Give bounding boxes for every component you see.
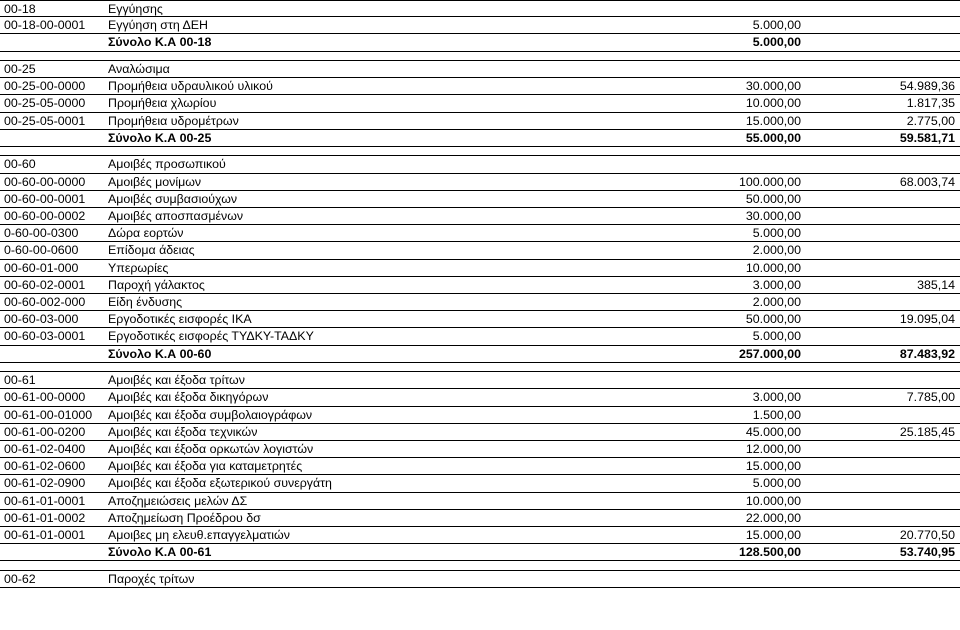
account-code: 00-60 [4, 157, 36, 172]
table-row [0, 527, 960, 544]
account-description: Εγγύηση στη ΔΕΗ [108, 18, 208, 33]
account-code: 00-61-00-0000 [4, 390, 86, 405]
account-description: Εγγύησης [108, 2, 163, 16]
spacer-row [0, 561, 960, 570]
account-description: Αμοιβές προσωπικού [108, 157, 226, 172]
table-row [0, 17, 960, 34]
account-code: 00-60-002-000 [4, 295, 86, 309]
table-row [0, 174, 960, 191]
table-row [0, 78, 960, 95]
actual-amount: 19.095,04 [899, 312, 955, 327]
budget-amount: 100.000,00 [738, 174, 801, 189]
budget-amount: 3.000,00 [752, 277, 801, 292]
account-description: Αμοιβές αποσπασμένων [108, 209, 244, 223]
budget-amount: 50.000,00 [745, 312, 801, 327]
budget-amount: 2.000,00 [752, 295, 801, 309]
budget-amount: 45.000,00 [745, 424, 801, 439]
table-row [0, 441, 960, 458]
budget-amount: 15.000,00 [745, 459, 801, 474]
account-code: 00-61-01-0002 [4, 510, 86, 525]
account-description: Αμοιβές και έξοδα τρίτων [108, 373, 245, 388]
account-code: 00-62 [4, 571, 36, 586]
table-row [0, 225, 960, 242]
account-code: 00-61-02-0400 [4, 442, 86, 456]
account-code: 00-60-00-0000 [4, 174, 86, 189]
budget-amount: 257.000,00 [738, 346, 801, 361]
budget-amount: 55.000,00 [745, 130, 801, 145]
table-row [0, 208, 960, 225]
budget-amount: 12.000,00 [745, 442, 801, 456]
account-description: Προμήθεια υδρομέτρων [108, 113, 239, 128]
account-description: Αμοιβές και έξοδα ορκωτών λογιστών [108, 442, 314, 456]
account-description: Αμοιβές και έξοδα για καταμετρητές [108, 459, 303, 474]
account-description: Υπερωρίες [108, 260, 169, 275]
table-row [0, 328, 960, 345]
account-description: Αμοιβες μη ελευθ.επαγγελματιών [108, 528, 290, 542]
budget-amount: 5.000,00 [752, 476, 801, 491]
actual-amount: 2.775,00 [906, 113, 955, 128]
actual-amount: 25.185,45 [899, 424, 955, 439]
budget-amount: 5.000,00 [752, 18, 801, 33]
account-description: Σύνολο Κ.Α 00-60 [108, 346, 212, 361]
account-description: Αμοιβές μονίμων [108, 174, 202, 189]
actual-amount: 20.770,50 [899, 528, 955, 542]
account-code: 00-25-05-0000 [4, 96, 86, 111]
budget-amount: 15.000,00 [745, 113, 801, 128]
budget-amount: 1.500,00 [752, 407, 801, 422]
spacer-row [0, 363, 960, 372]
table-row [0, 407, 960, 424]
table-row [0, 0, 960, 17]
total-row [0, 346, 960, 363]
account-description: Εργοδοτικές εισφορές ΤΥΔΚΥ-ΤΑΔΚΥ [108, 329, 314, 344]
table-row [0, 475, 960, 492]
account-code: 00-60-03-0001 [4, 329, 86, 344]
account-description: Επίδομα άδειας [108, 243, 195, 258]
budget-amount: 30.000,00 [745, 79, 801, 94]
actual-amount: 385,14 [917, 277, 955, 292]
actual-amount: 53.740,95 [899, 545, 955, 560]
account-code: 00-18 [4, 2, 36, 16]
account-code: 00-18-00-0001 [4, 18, 86, 33]
account-code: 00-61-00-01000 [4, 407, 93, 422]
account-description: Δώρα εορτών [108, 226, 184, 241]
account-description: Αμοιβές συμβασιούχων [108, 191, 238, 206]
account-code: 00-60-00-0001 [4, 191, 86, 206]
table-row [0, 458, 960, 475]
table-row [0, 113, 960, 130]
total-row [0, 130, 960, 147]
actual-amount: 54.989,36 [899, 79, 955, 94]
table-row [0, 242, 960, 259]
account-code: 00-60-00-0002 [4, 209, 86, 223]
table-row [0, 260, 960, 277]
budget-amount: 10.000,00 [745, 96, 801, 111]
table-row [0, 61, 960, 78]
spacer-row [0, 52, 960, 61]
account-code: 00-61-00-0200 [4, 424, 86, 439]
account-code: 00-61 [4, 373, 36, 388]
table-row [0, 424, 960, 441]
account-description: Σύνολο Κ.Α 00-18 [108, 35, 212, 50]
account-description: Αμοιβές και έξοδα δικηγόρων [108, 390, 269, 405]
account-code: 00-60-01-000 [4, 260, 79, 275]
account-description: Αποζημειώσεις μελών ΔΣ [108, 493, 248, 508]
table-row [0, 493, 960, 510]
account-description: Προμήθεια χλωρίου [108, 96, 217, 111]
budget-amount: 3.000,00 [752, 390, 801, 405]
account-code: 00-61-02-0600 [4, 459, 86, 474]
table-row [0, 191, 960, 208]
budget-amount: 5.000,00 [752, 35, 801, 50]
account-code: 00-60-03-000 [4, 312, 79, 327]
actual-amount: 59.581,71 [899, 130, 955, 145]
account-code: 00-25 [4, 62, 36, 76]
total-row [0, 34, 960, 51]
account-description: Παροχή γάλακτος [108, 277, 205, 292]
budget-amount: 10.000,00 [745, 493, 801, 508]
table-row [0, 311, 960, 328]
table-row [0, 510, 960, 527]
table-row [0, 372, 960, 389]
budget-amount: 5.000,00 [752, 329, 801, 344]
spacer-row [0, 147, 960, 156]
table-row [0, 156, 960, 173]
table-row [0, 95, 960, 112]
account-code: 00-61-01-0001 [4, 528, 86, 542]
actual-amount: 7.785,00 [906, 390, 955, 405]
account-description: Εργοδοτικές εισφορές ΙΚΑ [108, 312, 252, 327]
account-description: Αμοιβές και έξοδα τεχνικών [108, 424, 258, 439]
table-row [0, 277, 960, 294]
account-description: Αναλώσιμα [108, 62, 170, 76]
table-row [0, 571, 960, 588]
account-code: 00-25-05-0001 [4, 113, 86, 128]
budget-amount: 128.500,00 [738, 545, 801, 560]
account-code: 00-61-02-0900 [4, 476, 86, 491]
account-description: Αποζημείωση Προέδρου δσ [108, 510, 261, 525]
budget-amount: 22.000,00 [745, 510, 801, 525]
account-code: 00-61-01-0001 [4, 493, 86, 508]
account-code: 0-60-00-0300 [4, 226, 79, 241]
budget-amount: 30.000,00 [745, 209, 801, 223]
budget-amount: 5.000,00 [752, 226, 801, 241]
total-row [0, 544, 960, 561]
account-description: Αμοιβές και έξοδα συμβολαιογράφων [108, 407, 313, 422]
budget-amount: 15.000,00 [745, 528, 801, 542]
actual-amount: 1.817,35 [906, 96, 955, 111]
account-description: Προμήθεια υδραυλικού υλικού [108, 79, 273, 94]
budget-amount: 2.000,00 [752, 243, 801, 258]
account-description: Παροχές τρίτων [108, 571, 195, 586]
actual-amount: 68.003,74 [899, 174, 955, 189]
table-row [0, 294, 960, 311]
budget-amount: 10.000,00 [745, 260, 801, 275]
actual-amount: 87.483,92 [899, 346, 955, 361]
account-code: 00-25-00-0000 [4, 79, 86, 94]
account-code: 0-60-00-0600 [4, 243, 79, 258]
account-description: Σύνολο Κ.Α 00-61 [108, 545, 212, 560]
account-description: Αμοιβές και έξοδα εξωτερικού συνεργάτη [108, 476, 332, 491]
table-row [0, 389, 960, 406]
account-description: Σύνολο Κ.Α 00-25 [108, 130, 212, 145]
account-description: Είδη ένδυσης [108, 295, 183, 309]
budget-amount: 50.000,00 [745, 191, 801, 206]
account-code: 00-60-02-0001 [4, 277, 86, 292]
